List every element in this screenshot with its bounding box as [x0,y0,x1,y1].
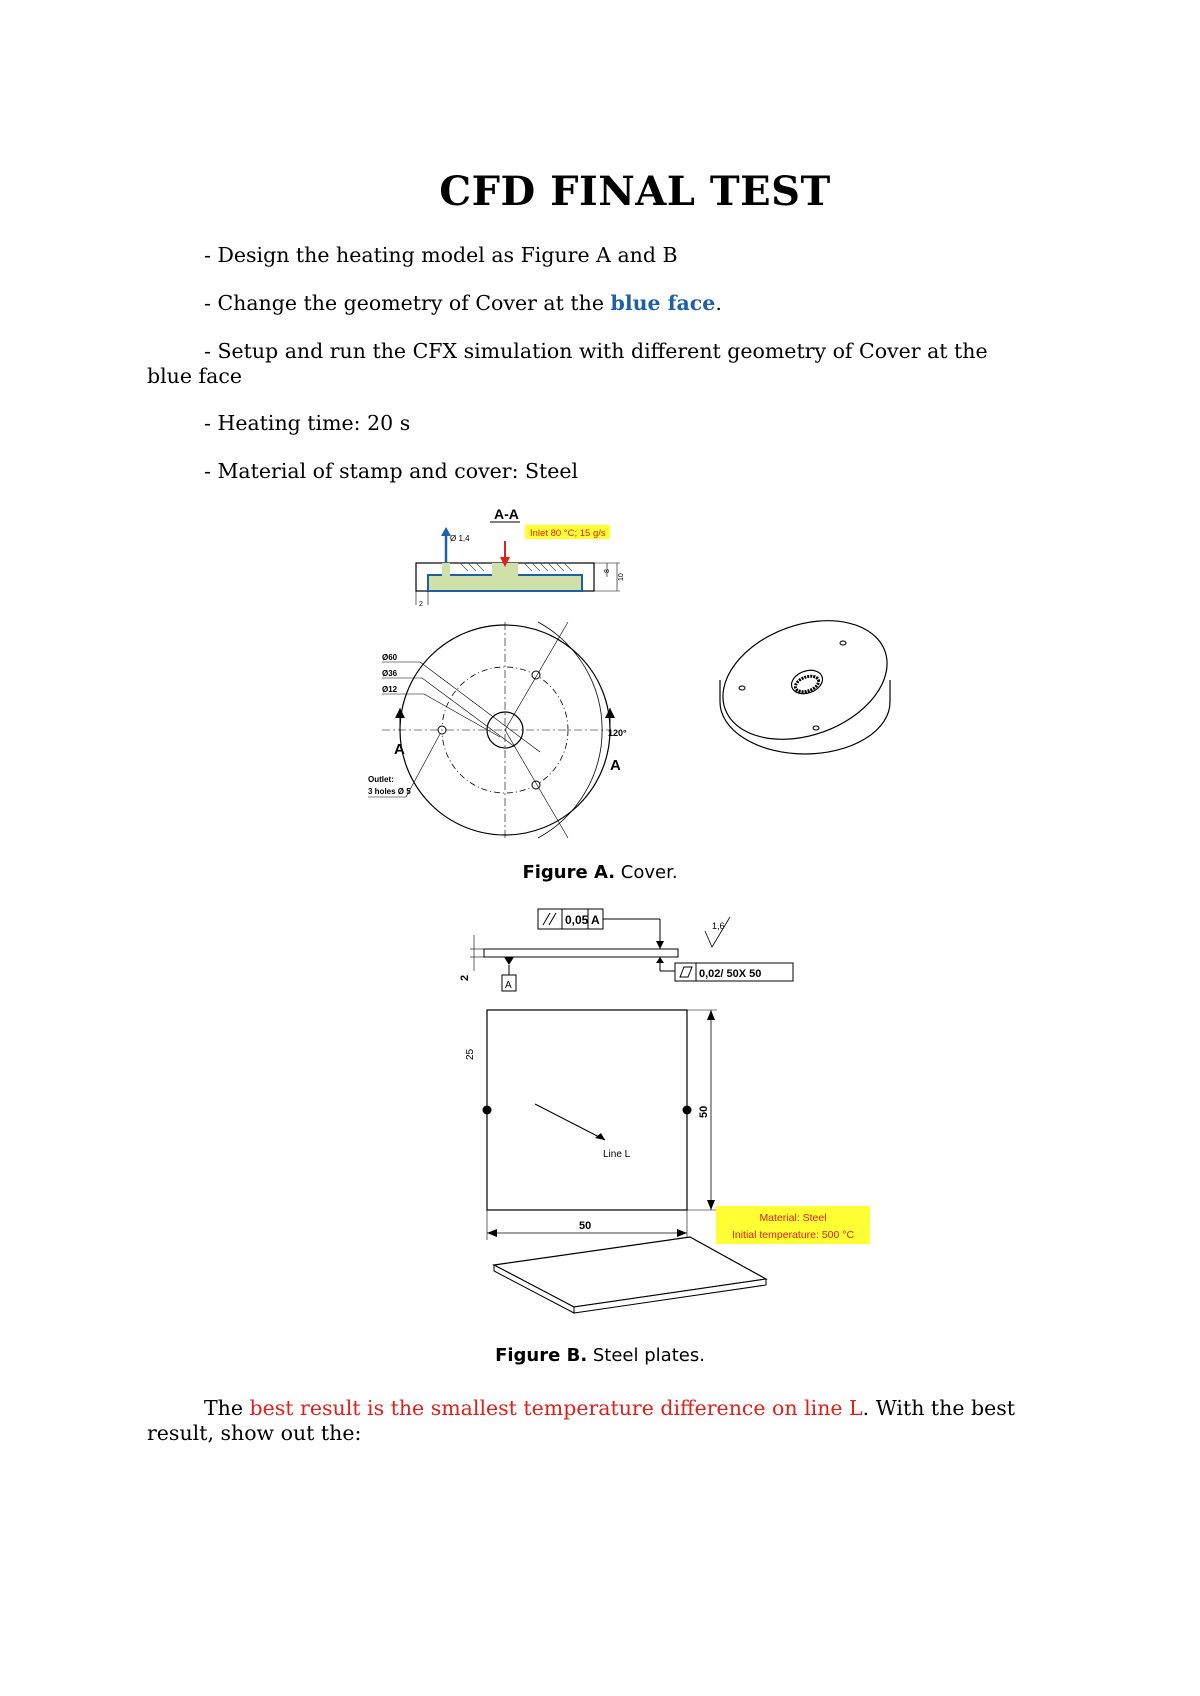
svg-text:25: 25 [465,1048,476,1060]
best-result-highlight: best result is the smallest temperature difference on line L [249,1396,863,1420]
plate-side-view [460,905,800,1005]
svg-text:A: A [610,757,621,774]
flow-label: Ø 1,4 [450,534,470,543]
svg-text:3 holes Ø 5: 3 holes Ø 5 [368,787,411,796]
section-label: A-A [494,506,519,522]
svg-text:50: 50 [579,1220,592,1232]
figure-a-caption: Figure A. Cover. [522,862,678,883]
svg-text:Outlet:: Outlet: [368,775,394,784]
svg-text:Ø36: Ø36 [382,669,398,678]
svg-text:10: 10 [618,573,625,581]
svg-text:Material: Steel: Material: Steel [759,1212,827,1224]
instruction-4: - Heating time: 20 s [204,411,411,435]
cover-section-view [410,505,640,615]
cover-top-view [360,612,630,852]
cover-isometric-view [715,620,895,790]
svg-text:0,02/ 50X 50: 0,02/ 50X 50 [699,968,762,980]
angle-label: 120° [608,728,627,738]
blue-face-highlight: blue face [610,291,716,315]
conclusion-paragraph: The best result is the smallest temperature difference on line L. With the best result, show out the: [147,1396,1016,1445]
instruction-1: - Design the heating model as Figure A and B [204,243,678,267]
inlet-note: Inlet 80 °C; 15 g/s [530,528,606,539]
line-l-label: Line L [603,1149,631,1160]
svg-text:0,05: 0,05 [565,913,589,927]
plate-top-view [455,1000,875,1240]
svg-text:Initial temperature: 500 °C: Initial temperature: 500 °C [731,1229,855,1241]
figure-b-caption: Figure B. Steel plates. [495,1345,705,1366]
instruction-5: - Material of stamp and cover: Steel [204,459,579,483]
plate-isometric-view [490,1235,770,1315]
instruction-2: - Change the geometry of Cover at the blue face. [204,291,722,315]
svg-text:A: A [394,741,405,758]
instruction-3: - Setup and run the CFX simulation with different geometry of Cover at the blue face [147,339,988,388]
svg-text:2: 2 [459,974,471,981]
svg-text:Ø12: Ø12 [382,685,398,694]
svg-text:1,6: 1,6 [712,921,725,931]
svg-text:50: 50 [698,1105,710,1118]
page-title: CFD FINAL TEST [439,168,831,215]
svg-text:A: A [591,913,600,927]
svg-text:A: A [505,980,512,991]
svg-text:2: 2 [419,601,423,608]
svg-text:Ø60: Ø60 [382,653,398,662]
svg-text:8: 8 [604,569,611,573]
